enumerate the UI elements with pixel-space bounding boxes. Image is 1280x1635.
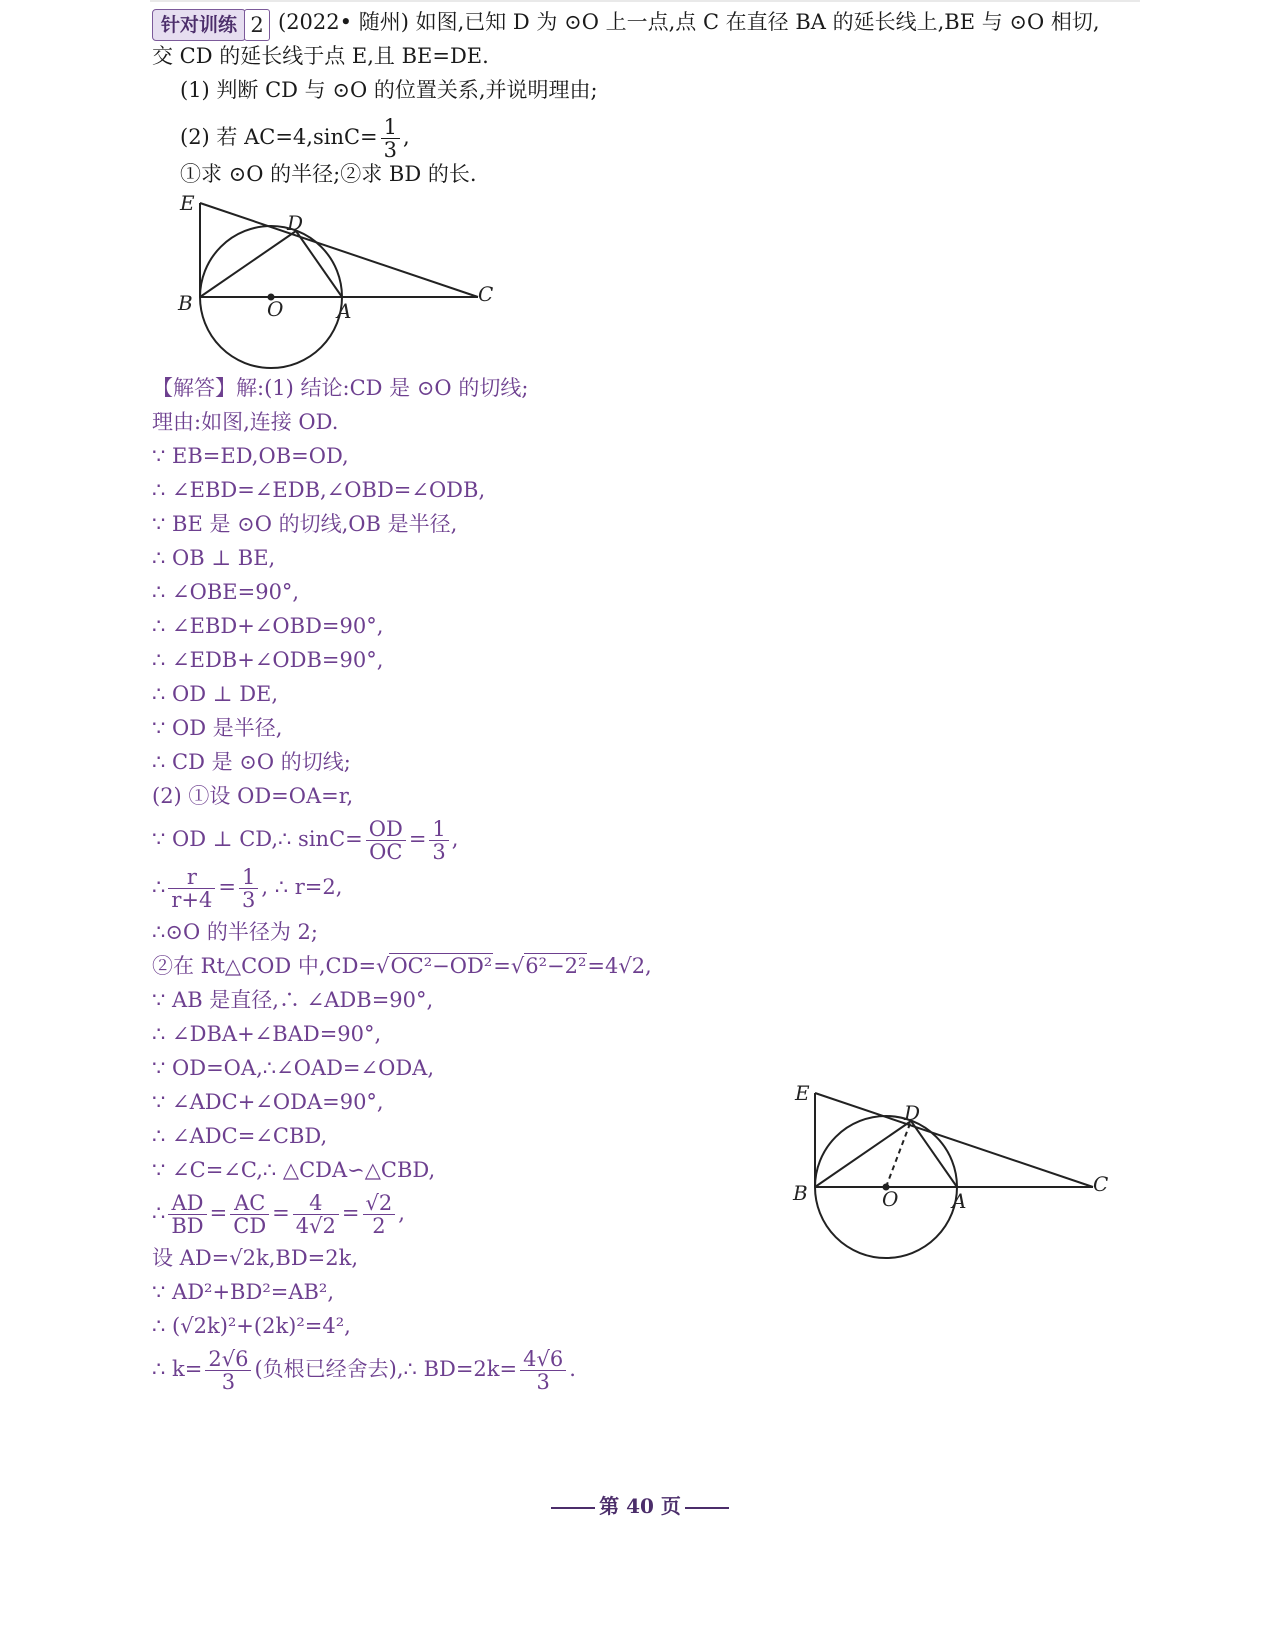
fraction: $\frac{1}{3}$ xyxy=(381,116,400,161)
label-d: D xyxy=(287,211,304,235)
geometry-figure-1 xyxy=(175,190,515,380)
fraction: $\frac{1}{3}$ xyxy=(429,818,448,863)
solution-line-1: 【解答】解:(1) 结论:CD 是 ⊙O 的切线; xyxy=(152,376,529,400)
page-footer xyxy=(0,1490,1280,1519)
solution-line-sin: ∵ OD ⊥ CD,∴ sinC= $\frac{OD}{OC}$ = $\frac{1}{3}$ , xyxy=(152,817,459,864)
solution-line: ∵ ∠ADC+∠ODA=90°, xyxy=(152,1090,384,1114)
label-o: O xyxy=(882,1187,899,1211)
solution-line: ∴ ∠EBD+∠OBD=90°, xyxy=(152,614,384,638)
page-number: 第 40 页 xyxy=(599,1494,681,1518)
fraction: $\frac{2√6}{3}$ xyxy=(205,1348,251,1393)
fraction: $\frac{4}{4√2}$ xyxy=(293,1192,339,1237)
label-b: B xyxy=(178,291,193,315)
solution-line: ∴ (√2k)²+(2k)²=4², xyxy=(152,1314,351,1338)
solution-line: ∵ AB 是直径,∴ ∠ADB=90°, xyxy=(152,988,434,1012)
label-e: E xyxy=(795,1081,810,1105)
label-c: C xyxy=(478,282,494,306)
fraction: $\frac{r}{r+4}$ xyxy=(168,866,215,911)
solution-line-final: ∴ k= $\frac{2√6}{3}$ (负根已经舍去),∴ BD=2k= $\frac{4√6}{3}$ . xyxy=(152,1347,576,1394)
line-bd xyxy=(815,1121,911,1187)
question-2-subparts: ①求 ⊙O 的半径;②求 BD 的长. xyxy=(180,162,477,186)
solution-line: ∴ CD 是 ⊙O 的切线; xyxy=(152,750,351,774)
solution-line: ∴ OD ⊥ DE, xyxy=(152,682,279,706)
question-2: (2) 若 AC=4,sinC= $\frac{1}{3}$ , xyxy=(180,115,410,162)
label-a: A xyxy=(952,1189,967,1213)
solution-line: ∵ OD 是半径, xyxy=(152,716,283,740)
fraction: $\frac{OD}{OC}$ xyxy=(366,818,406,863)
solution-line: ∵ OD=OA,∴∠OAD=∠ODA, xyxy=(152,1056,435,1080)
solution-heading: 【解答】 xyxy=(152,376,236,400)
line-od-dashed xyxy=(886,1121,911,1187)
solution-line: ∴ ∠OBE=90°, xyxy=(152,580,300,604)
fraction: $\frac{4√6}{3}$ xyxy=(520,1348,566,1393)
line-bd xyxy=(200,231,296,297)
practice-number: 2 xyxy=(244,9,270,41)
footer-rule-left xyxy=(551,1507,595,1509)
solution-line-r: ∴ $\frac{r}{r+4}$ = $\frac{1}{3}$ , ∴ r=2, xyxy=(152,865,343,912)
solution-line-cd: ②在 Rt△COD 中,CD=√OC²−OD²=√6²−2²=4√2, xyxy=(152,954,652,978)
solution-line: 理由:如图,连接 OD. xyxy=(152,410,339,434)
solution-line: (2) ①设 OD=OA=r, xyxy=(152,784,354,808)
label-e: E xyxy=(180,191,195,215)
solution-line: ∴ OB ⊥ BE, xyxy=(152,546,276,570)
label-d: D xyxy=(904,1101,921,1125)
line-da xyxy=(296,231,342,297)
top-rule xyxy=(150,0,1140,2)
solution-line: ∵ BE 是 ⊙O 的切线,OB 是半径, xyxy=(152,512,458,536)
solution-line: ∴ ∠DBA+∠BAD=90°, xyxy=(152,1022,382,1046)
solution-line: ∵ EB=ED,OB=OD, xyxy=(152,444,349,468)
practice-badge: 针对训练 xyxy=(152,9,246,41)
solution-line: ∴⊙O 的半径为 2; xyxy=(152,920,318,944)
fraction: $\frac{1}{3}$ xyxy=(239,866,258,911)
solution-line: ∴ ∠EBD=∠EDB,∠OBD=∠ODB, xyxy=(152,478,486,502)
solution-line: 设 AD=√2k,BD=2k, xyxy=(152,1246,359,1270)
footer-rule-right xyxy=(685,1507,729,1509)
solution-line: ∴ ∠ADC=∠CBD, xyxy=(152,1124,328,1148)
label-o: O xyxy=(267,297,284,321)
fraction: $\frac{AC}{CD}$ xyxy=(230,1192,269,1237)
line-da xyxy=(911,1121,957,1187)
label-b: B xyxy=(793,1181,808,1205)
solution-line-ratio: ∴ $\frac{AD}{BD}$ = $\frac{AC}{CD}$ = $\frac{4}{4√2}$ = $\frac{√2}{2}$ , xyxy=(152,1191,405,1238)
question-1: (1) 判断 CD 与 ⊙O 的位置关系,并说明理由; xyxy=(180,78,598,102)
solution-line: ∵ ∠C=∠C,∴ △CDA∽△CBD, xyxy=(152,1158,436,1182)
label-c: C xyxy=(1093,1172,1109,1196)
solution-line: ∵ AD²+BD²=AB², xyxy=(152,1280,335,1304)
fraction: $\frac{AD}{BD}$ xyxy=(168,1192,206,1237)
geometry-figure-2 xyxy=(790,1080,1130,1270)
line-ec xyxy=(200,203,478,297)
fraction: $\frac{√2}{2}$ xyxy=(363,1192,396,1237)
label-a: A xyxy=(337,299,352,323)
line-ec xyxy=(815,1093,1093,1187)
solution-line: ∴ ∠EDB+∠ODB=90°, xyxy=(152,648,384,672)
problem-line-2: 交 CD 的延长线于点 E,且 BE=DE. xyxy=(152,44,489,68)
problem-line-1: (2022• 随州) 如图,已知 D 为 ⊙O 上一点,点 C 在直径 BA 的延长线上,BE 与 ⊙O 相切, xyxy=(278,10,1100,34)
